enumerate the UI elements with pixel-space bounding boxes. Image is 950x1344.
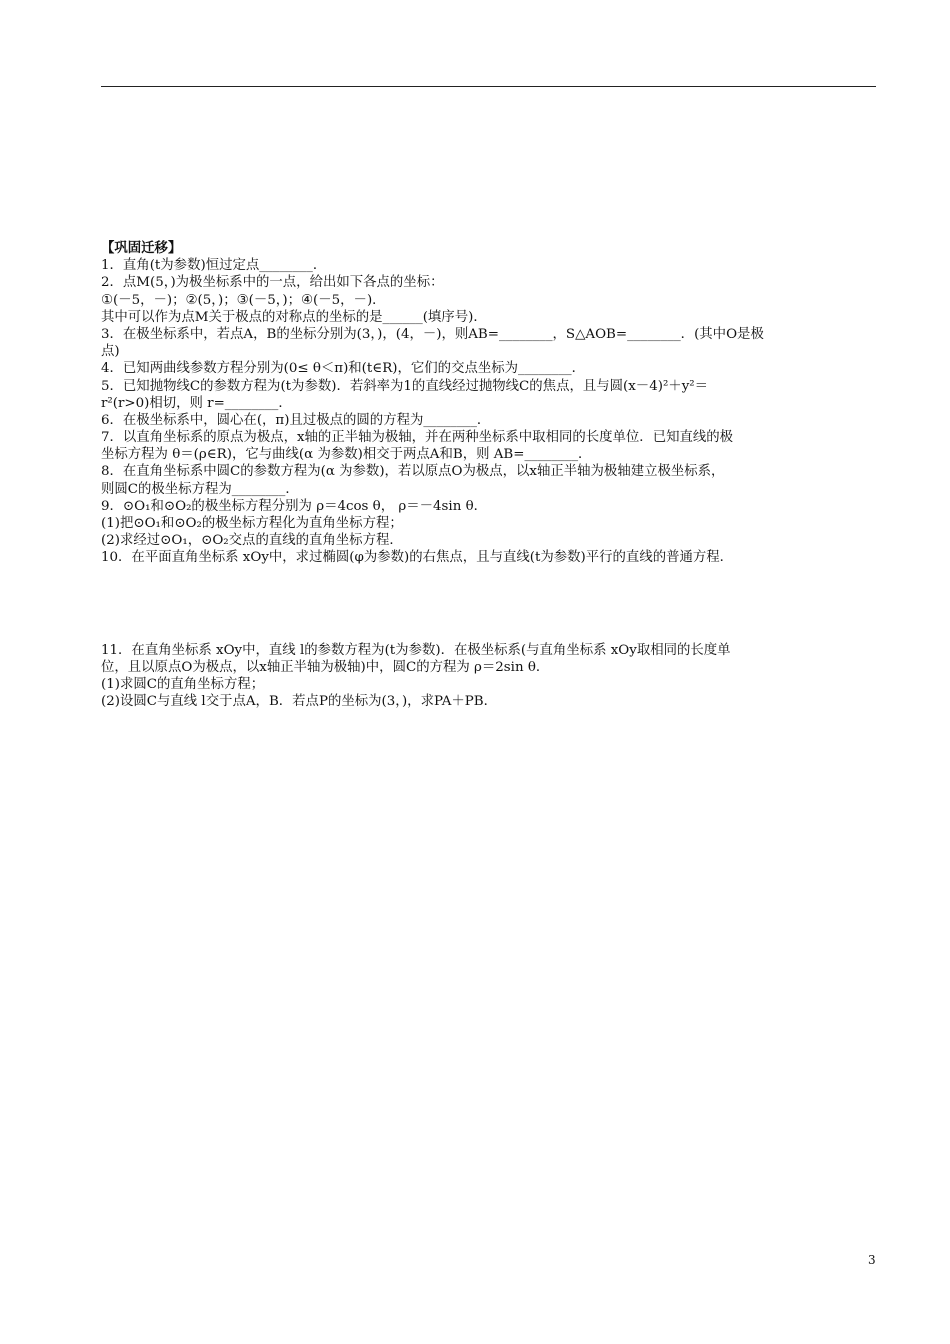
problem-line: (1)把⊙O₁和⊙O₂的极坐标方程化为直角坐标方程； (101, 516, 403, 531)
problem-line: (2)求经过⊙O₁，⊙O₂交点的直线的直角坐标方程． (101, 533, 403, 549)
problem-line: 则圆C的极坐标方程为________． (101, 481, 299, 497)
header-rule (101, 86, 876, 87)
answer-space (101, 567, 877, 642)
problem-line: 6．在极坐标系中，圆心在(，π)且过极点的圆的方程为________． (101, 412, 491, 428)
problem-line: 位，且以原点O为极点，以x轴正半轴为极轴)中，圆C的方程为 ρ＝2sin θ． (101, 659, 550, 675)
problem-line: 11．在直角坐标系 xOy中，直线 l的参数方程为(t为参数)．在极坐标系(与直角坐标系 xOy取相同的长度单 (101, 642, 731, 658)
problem-line: 5．已知抛物线C的参数方程为(t为参数)．若斜率为1的直线经过抛物线C的焦点，且与圆(x－4)²＋y²＝ (101, 378, 709, 394)
problem-10 (101, 549, 877, 566)
exercise-section (101, 240, 877, 710)
problem-line: ①(－5，－)；②(5，)；③(－5，)；④(－5，－)． (101, 292, 386, 308)
problem-8 (101, 463, 877, 497)
problem-7 (101, 429, 877, 463)
problem-4 (101, 360, 877, 377)
problem-5 (101, 378, 877, 412)
problem-11 (101, 642, 877, 711)
problem-line: (2)设圆C与直线 l交于点A，B．若点P的坐标为(3，)，求PA＋PB． (101, 694, 498, 710)
problem-line: 9．⊙O₁和⊙O₂的极坐标方程分别为 ρ＝4cos θ， ρ＝－4sin θ． (101, 498, 488, 514)
problem-line: 8．在直角坐标系中圆C的参数方程为(α 为参数)，若以原点O为极点，以x轴正半轴为极轴建立极坐标系， (101, 464, 725, 480)
problem-line: 3．在极坐标系中，若点A，B的坐标分别为(3，)，(4，－)，则AB=________，S△AOB=________．(其中O是极 (101, 326, 764, 342)
problem-line: r²(r>0)相切，则 r=________． (101, 395, 292, 411)
section-title: 【巩固迁移】 (101, 240, 182, 256)
problem-line: (1)求圆C的直角坐标方程； (101, 676, 265, 692)
problem-line: 点) (101, 344, 120, 360)
problem-1 (101, 257, 877, 274)
problem-line: 2．点M(5，)为极坐标系中的一点，给出如下各点的坐标： (101, 275, 444, 291)
problem-line: 4．已知两曲线参数方程分别为(0≤ θ＜π)和(t∈R)，它们的交点坐标为________． (101, 361, 585, 377)
problem-2 (101, 274, 877, 326)
problem-line: 1．直角(t为参数)恒过定点________． (101, 258, 327, 274)
problem-line: 7．以直角坐标系的原点为极点，x轴的正半轴为极轴，并在两种坐标系中取相同的长度单位．已知直线的极 (101, 430, 734, 446)
problem-6 (101, 412, 877, 429)
page-number: 3 (868, 1253, 876, 1267)
problem-line: 10．在平面直角坐标系 xOy中，求过椭圆(φ为参数)的右焦点，且与直线(t为参数)平行的直线的普通方程． (101, 550, 734, 566)
problem-line: 其中可以作为点M关于极点的对称点的坐标的是______(填序号)． (101, 309, 487, 325)
problem-3 (101, 326, 877, 360)
problem-9 (101, 498, 877, 550)
problem-line: 坐标方程为 θ＝(ρ∈R)，它与曲线(α 为参数)相交于两点A和B，则 AB=________． (101, 447, 592, 463)
